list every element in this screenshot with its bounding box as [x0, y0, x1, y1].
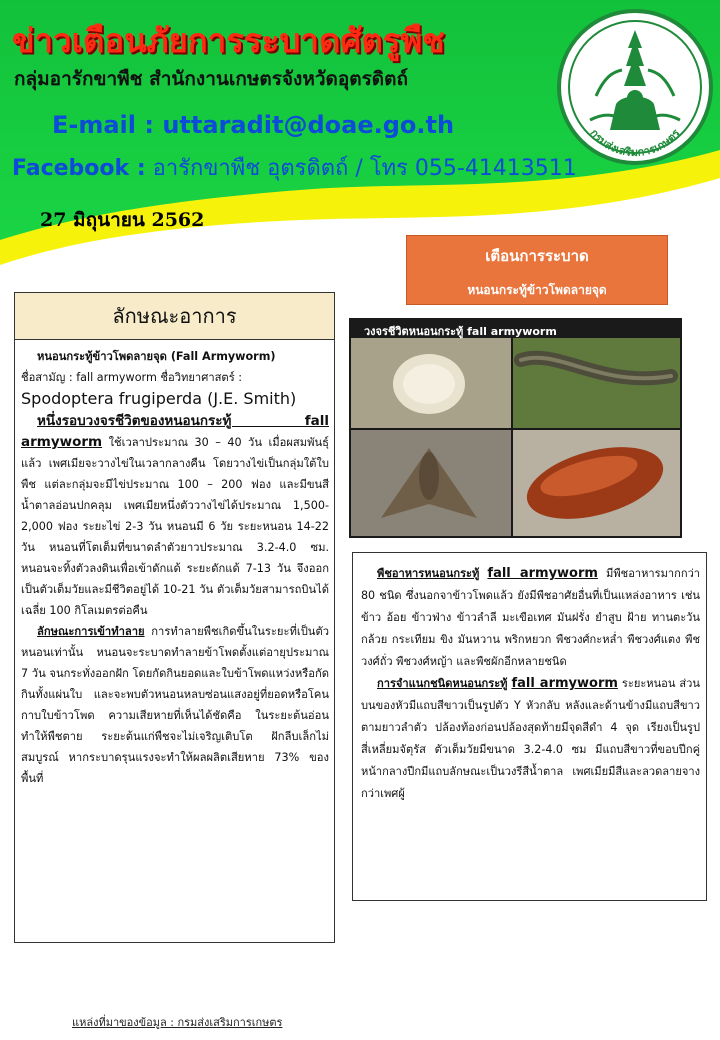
lifecycle-paragraph — [21, 411, 329, 621]
host-text: มีพืชอาหารมากกว่า 80 ชนิด ซึ่งนอกจาข้าวโพดแล้ว ยังมีพืชอาศัยอื่นที่เป็นแหล่งอาหาร เช่น ข้าว อ้อย ข้าวฟ่าง ข้าวลำลี มะเขือเทศ มันฝรั่ง ยำสูบ ฝ้าย ทานตะวัน กล้วย กระเทียม ขิง มันหวาน พริกหยวก พืชวงศ์กะหล่ำ พืชวงศ์แตง พืชวงศ์ถั่ว พืชวงศ์หญ้า และพืชผักอีกหลายชนิด — [361, 567, 701, 668]
alert-banner — [406, 235, 668, 305]
species-name: หนอนกระทู้ข้าวโพดลายจุด (Fall Armyworm) — [37, 350, 276, 363]
contact-facebook — [12, 150, 577, 185]
lifecycle-text: ใช้เวลาประมาณ 30 – 40 วัน เมื่อผสมพันธุ์แล้ว เพศเมียจะวางไข่ในเวลากลางคืน โดยวางไข่เป็นกลุ่มใต้ใบพืช แต่ละกลุ่มจะมีไข่ประมาณ 100 – 200 ฟอง และมีขนสีน้ำตาลอ่อนปกคลุม เพศเมียหนึ่งตัววางไข่ได้ประมาณ 1,500-2,000 ฟอง ระยะไข่ 2-3 วัน หนอนมี 6 วัย ระยะหนอน 14-22 วัน หนอนที่โตเต็มที่ขนาดลำตัวยาวประมาณ 3.2-4.0 ซม. หนอนจะทิ้งตัวลงดินเพื่อเข้าดักแด้ ระยะดักแด้ 7-13 วัน จึงออกเป็นตัวเต็มวัยและมีชีวิตอยู่ได้ 10-21 วัน ตัวเต็มวัยสามารถบินได้เฉลี่ย 100 กิโลเมตรต่อคืน — [21, 436, 329, 617]
symptoms-heading: ลักษณะอาการ — [14, 292, 335, 340]
damage-paragraph — [21, 621, 329, 789]
lifecycle-heading: หนึ่งรอบวงจรชีวิตของหนอนกระทู้ fall armyworm — [21, 413, 329, 450]
species-paragraph — [21, 346, 329, 411]
host-plants-box — [352, 552, 707, 901]
damage-heading: ลักษณะการเข้าทำลาย — [37, 625, 145, 638]
page-title: ข่าวเตือนภัยการระบาดศัตรูพืช — [12, 21, 445, 60]
facebook-phone: อารักขาพืช อุตรดิตถ์ / โทร 055-41413511 — [152, 156, 577, 181]
host-heading-en: fall armyworm — [487, 566, 598, 581]
common-name: ชื่อสามัญ : fall armyworm ชื่อวิทยาศาสตร์ : — [21, 371, 243, 384]
host-heading: พืชอาหารหนอนกระทู้ — [377, 567, 480, 580]
identification-heading: การจำแนกชนิดหนอนกระทู้ — [377, 677, 508, 690]
organization-name: กลุ่มอารักขาพืช สำนักงานเกษตรจังหวัดอุตรดิตถ์ — [14, 68, 408, 90]
source-footer: แหล่งที่มาของข้อมูล : กรมส่งเสริมการเกษตร — [72, 1016, 283, 1029]
identification-heading-en: fall armyworm — [511, 676, 618, 691]
scientific-name: Spodoptera frugiperda (J.E. Smith) — [21, 389, 297, 408]
issue-date: 27 มิถุนายน 2562 — [40, 209, 205, 231]
doae-logo — [556, 8, 714, 166]
contact-email: E-mail : uttaradit@doae.go.th — [52, 111, 455, 139]
logo-text: กรมส่งเสริมการเกษตร — [587, 126, 683, 159]
facebook-label: Facebook : — [12, 156, 146, 181]
identification-paragraph — [361, 673, 700, 805]
alert-line-1: เตือนการระบาด — [485, 247, 589, 265]
lifecycle-photo — [349, 318, 682, 538]
identification-text: ระยะหนอน ส่วนบนของหัวมีแถบสีขาวเป็นรูปตัว Y หัวกลับ หลังและด้านข้างมีแถบสีขาวตามยาวลำตัว ปล้องท้องก่อนปล้องสุดท้ายมีจุดสีดำ 4 จุด เรียงเป็นรูปสี่เหลี่ยมจัตุรัส ตัวเต็มวัยมีขนาด 3.2-4.0 ซม มีแถบสีขาวที่ขอบปีกคู่หน้ากลางปีกมีแถบลักษณะเป็นวงรีสีน้ำตาล เพศเมียมีสีและลวดลายจางกว่าเพศผู้ — [361, 677, 700, 800]
photo-title: วงจรชีวิตหนอนกระทู้ fall armyworm — [364, 325, 557, 338]
damage-text: การทำลายพืชเกิดขึ้นในระยะที่เป็นตัวหนอนเท่านั้น หนอนจะระบาดทำลายข้าโพดตั้งแต่อายุประมาณ 7 วัน จนกระทั่งออกฝัก โดยกัดกินยอดและใบข้าโพดแหว่งหรือกัดกินทั้งแผ่นใบ และจะพบตัวหนอนหลบซ่อนแสงอยู่ที่ยอดหรือโคนกาบใบข้าวโพด ความเสียหายที่เห็นได้ชัดคือ ในระยะต้นอ่อนทำให้พืชตาย ระยะต้นแก่พืชจะไม่เจริญเติบโต ฝักลีบเล็กไม่สมบูรณ์ หากระบาดรุนแรงจะทำให้ผลผลิตเสียหาย 73% ของพื้นที่ — [21, 625, 329, 785]
host-paragraph — [361, 563, 700, 673]
alert-line-2: หนอนกระทู้ข้าวโพดลายจุด — [467, 283, 607, 297]
symptoms-box — [14, 340, 335, 943]
